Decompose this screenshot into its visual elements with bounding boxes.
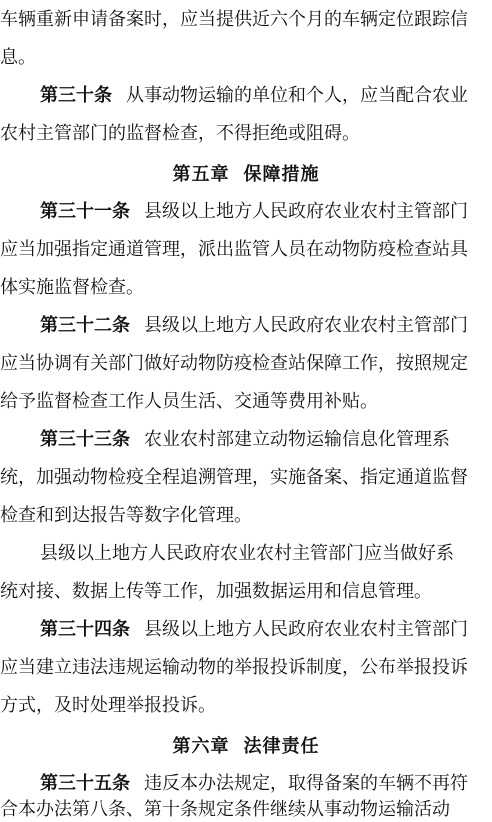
article-text: 违反本办法规定，取得备案的车辆不再符 xyxy=(144,773,468,794)
article-32 xyxy=(40,314,492,338)
article-35 xyxy=(40,772,492,796)
chapter-label: 第六章 xyxy=(172,736,230,757)
paragraph-line: 应当加强指定通道管理，派出监管人员在动物防疫检查站具 xyxy=(0,239,468,260)
paragraph-line: 息。 xyxy=(0,47,36,68)
chapter-heading-5 xyxy=(0,163,492,187)
article-label: 第三十五条 xyxy=(40,773,130,794)
article-30 xyxy=(40,84,492,108)
paragraph-line: 农村主管部门的监督检查，不得拒绝或阻碍。 xyxy=(0,123,360,144)
article-label: 第三十一条 xyxy=(40,201,130,222)
article-text: 农业农村部建立动物运输信息化管理系 xyxy=(144,429,450,450)
article-label: 第三十四条 xyxy=(40,619,130,640)
paragraph-line: 车辆重新申请备案时，应当提供近六个月的车辆定位跟踪信 xyxy=(0,9,468,30)
paragraph-line: 应当建立违法违规运输动物的举报投诉制度，公布举报投诉 xyxy=(0,657,468,678)
chapter-heading-6 xyxy=(0,735,492,759)
paragraph-line: 方式，及时处理举报投诉。 xyxy=(0,695,216,716)
paragraph-line: 检查和到达报告等数字化管理。 xyxy=(0,505,252,526)
article-text: 县级以上地方人民政府农业农村主管部门 xyxy=(144,619,468,640)
chapter-title: 保障措施 xyxy=(243,164,320,185)
article-34 xyxy=(40,618,492,642)
chapter-title: 法律责任 xyxy=(243,736,320,757)
paragraph-line: 体实施监督检查。 xyxy=(0,277,144,298)
article-31 xyxy=(40,200,492,224)
paragraph-line: 给予监督检查工作人员生活、交通等费用补贴。 xyxy=(0,391,378,412)
paragraph-line: 县级以上地方人民政府农业农村主管部门应当做好系 xyxy=(40,543,454,564)
article-text: 从事动物运输的单位和个人，应当配合农业 xyxy=(126,85,468,106)
article-label: 第三十二条 xyxy=(40,315,130,336)
paragraph-line: 应当协调有关部门做好动物防疫检查站保障工作，按照规定 xyxy=(0,353,468,374)
chapter-label: 第五章 xyxy=(172,164,230,185)
article-label: 第三十三条 xyxy=(40,429,130,450)
article-label: 第三十条 xyxy=(40,85,112,106)
article-33 xyxy=(40,428,492,452)
article-text: 县级以上地方人民政府农业农村主管部门 xyxy=(144,315,468,336)
paragraph-line: 合本办法第八条、第十条规定条件继续从事动物运输活动 xyxy=(0,799,450,820)
paragraph-line: 统对接、数据上传等工作，加强数据运用和信息管理。 xyxy=(0,581,432,602)
paragraph-line: 统，加强动物检疫全程追溯管理，实施备案、指定通道监督 xyxy=(0,467,468,488)
article-text: 县级以上地方人民政府农业农村主管部门 xyxy=(144,201,468,222)
